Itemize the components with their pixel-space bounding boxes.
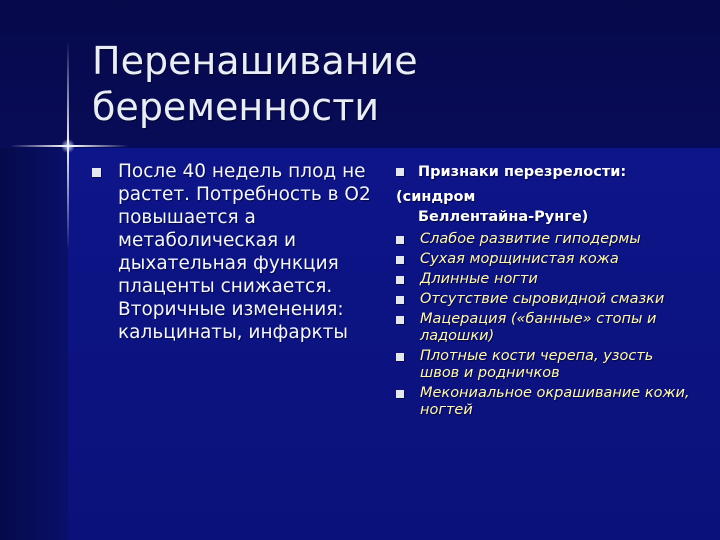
square-bullet-icon	[92, 168, 101, 177]
square-bullet-icon	[396, 276, 404, 284]
list-item	[396, 251, 696, 268]
sign-text: Плотные кости черепа, узость швов и родничков	[420, 348, 654, 381]
syndrome-name-line-2: Беллентайна-Рунге)	[418, 209, 589, 225]
signs-list	[396, 231, 696, 419]
list-item	[396, 311, 696, 345]
left-column	[92, 160, 382, 344]
left-shadow-band	[0, 148, 68, 540]
square-bullet-icon	[396, 256, 404, 264]
list-item	[396, 291, 696, 308]
list-item	[396, 271, 696, 288]
title-line-1: Перенашивание	[92, 39, 418, 83]
list-item	[396, 348, 696, 382]
sign-text: Мекониальное окрашивание кожи, ногтей	[420, 385, 690, 418]
sign-text: Мацерация («банные» стопы и ладошки)	[420, 311, 657, 344]
square-bullet-icon	[396, 353, 404, 361]
syndrome-name	[396, 187, 676, 227]
title-line-2: беременности	[92, 85, 380, 129]
square-bullet-icon	[396, 236, 404, 244]
square-bullet-icon	[396, 390, 404, 398]
square-bullet-icon	[396, 168, 404, 176]
square-bullet-icon	[396, 316, 404, 324]
left-item-text: После 40 недель плод не растет. Потребность в О2 повышается а метаболическая и дыхательная функция плаценты снижается. Вторичные изменения: кальцинаты, инфаркты	[118, 161, 371, 343]
syndrome-name-line-1: (синдром	[396, 189, 476, 205]
sign-text: Длинные ногти	[420, 271, 538, 287]
right-column	[396, 163, 696, 422]
slide-title	[92, 38, 652, 130]
square-bullet-icon	[396, 296, 404, 304]
sign-text: Сухая морщинистая кожа	[420, 251, 619, 267]
signs-heading	[396, 163, 696, 181]
sign-text: Слабое развитие гиподермы	[420, 231, 641, 247]
signs-heading-text: Признаки перезрелости:	[418, 164, 627, 180]
list-item	[92, 160, 382, 344]
sign-text: Отсутствие сыровидной смазки	[420, 291, 665, 307]
list-item	[396, 385, 696, 419]
list-item	[396, 231, 696, 248]
